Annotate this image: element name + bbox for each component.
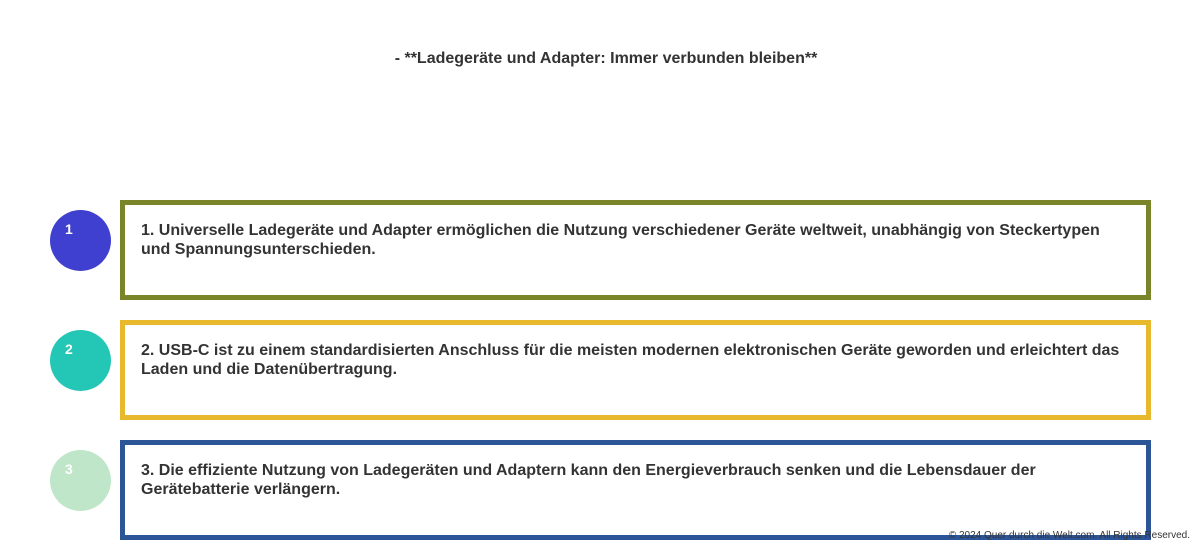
step-box-1 <box>120 200 1151 300</box>
step-circle-2 <box>50 330 111 391</box>
step-text-1: 1. Universelle Ladegeräte und Adapter ermöglichen die Nutzung verschiedener Geräte weltweit, unabhängig von Steckertypen und Spannungsunterschieden. <box>141 222 1100 258</box>
step-circle-3 <box>50 450 111 511</box>
step-number-3: 3 <box>65 461 73 477</box>
copyright-footer: © 2024 Quer durch die Welt.com. All Rights Reserved. <box>948 530 1190 541</box>
step-text-3: 3. Die effiziente Nutzung von Ladegeräten und Adaptern kann den Energieverbrauch senken und die Lebensdauer der Gerätebatterie verlängern. <box>141 462 1036 498</box>
step-number-2: 2 <box>65 341 73 357</box>
step-text-2: 2. USB-C ist zu einem standardisierten Anschluss für die meisten modernen elektronischen Geräte geworden und erleichtert das Laden und die Datenübertragung. <box>141 342 1120 378</box>
step-number-1: 1 <box>65 221 73 237</box>
step-box-2 <box>120 320 1151 420</box>
step-circle-1 <box>50 210 111 271</box>
page-title: - **Ladegeräte und Adapter: Immer verbunden bleiben** <box>394 50 818 67</box>
step-box-3 <box>120 440 1151 540</box>
